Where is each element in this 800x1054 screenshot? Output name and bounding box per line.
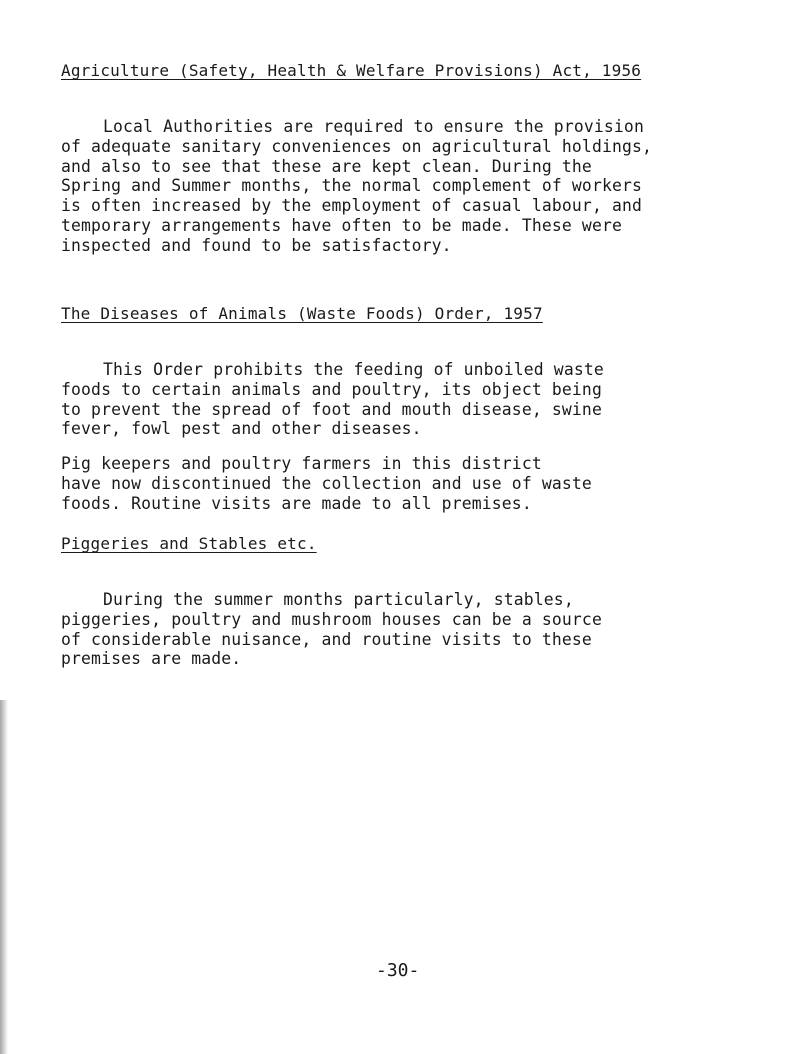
paragraph-line: foods. Routine visits are made to all premises. [61, 493, 532, 513]
intro-line: Spring and Summer months, the normal complement of workers [61, 176, 643, 196]
intro-line: and also to see that these are kept clean. During the [61, 156, 592, 176]
page-number: -30- [376, 960, 420, 981]
intro-line: temporary arrangements have often to be made. These were [61, 215, 623, 235]
waste-foods-paragraph-1 [61, 360, 604, 439]
paragraph-line: to prevent the spread of foot and mouth disease, swine [61, 399, 602, 419]
waste-foods-order-heading: The Diseases of Animals (Waste Foods) Order, 1957 [61, 304, 543, 323]
intro-line: is often increased by the employment of casual labour, and [61, 196, 643, 216]
intro-line: Local Authorities are required to ensure the provision [103, 117, 644, 136]
intro-paragraph [61, 117, 652, 256]
intro-line: inspected and found to be satisfactory. [61, 235, 452, 255]
paragraph-line: of considerable nuisance, and routine visits to these [61, 629, 592, 649]
paragraph-line: fever, fowl pest and other diseases. [61, 419, 422, 439]
act-title: Agriculture (Safety, Health & Welfare Provisions) Act, 1956 [61, 61, 642, 80]
paragraph-line: premises are made. [61, 649, 242, 669]
paragraph-line: foods to certain animals and poultry, its object being [61, 379, 602, 399]
paragraph-line: Pig keepers and poultry farmers in this district [61, 454, 542, 473]
piggeries-heading: Piggeries and Stables etc. [61, 534, 317, 553]
paragraph-line: This Order prohibits the feeding of unboiled waste [103, 360, 604, 379]
piggeries-paragraph [61, 590, 602, 669]
paragraph-line: have now discontinued the collection and use of waste [61, 473, 592, 493]
paragraph-line: piggeries, poultry and mushroom houses can be a source [61, 609, 602, 629]
intro-line: of adequate sanitary conveniences on agricultural holdings, [61, 136, 653, 156]
paragraph-line: During the summer months particularly, stables, [103, 590, 574, 609]
scan-shadow-edge [0, 700, 8, 1054]
waste-foods-paragraph-2 [61, 454, 592, 513]
